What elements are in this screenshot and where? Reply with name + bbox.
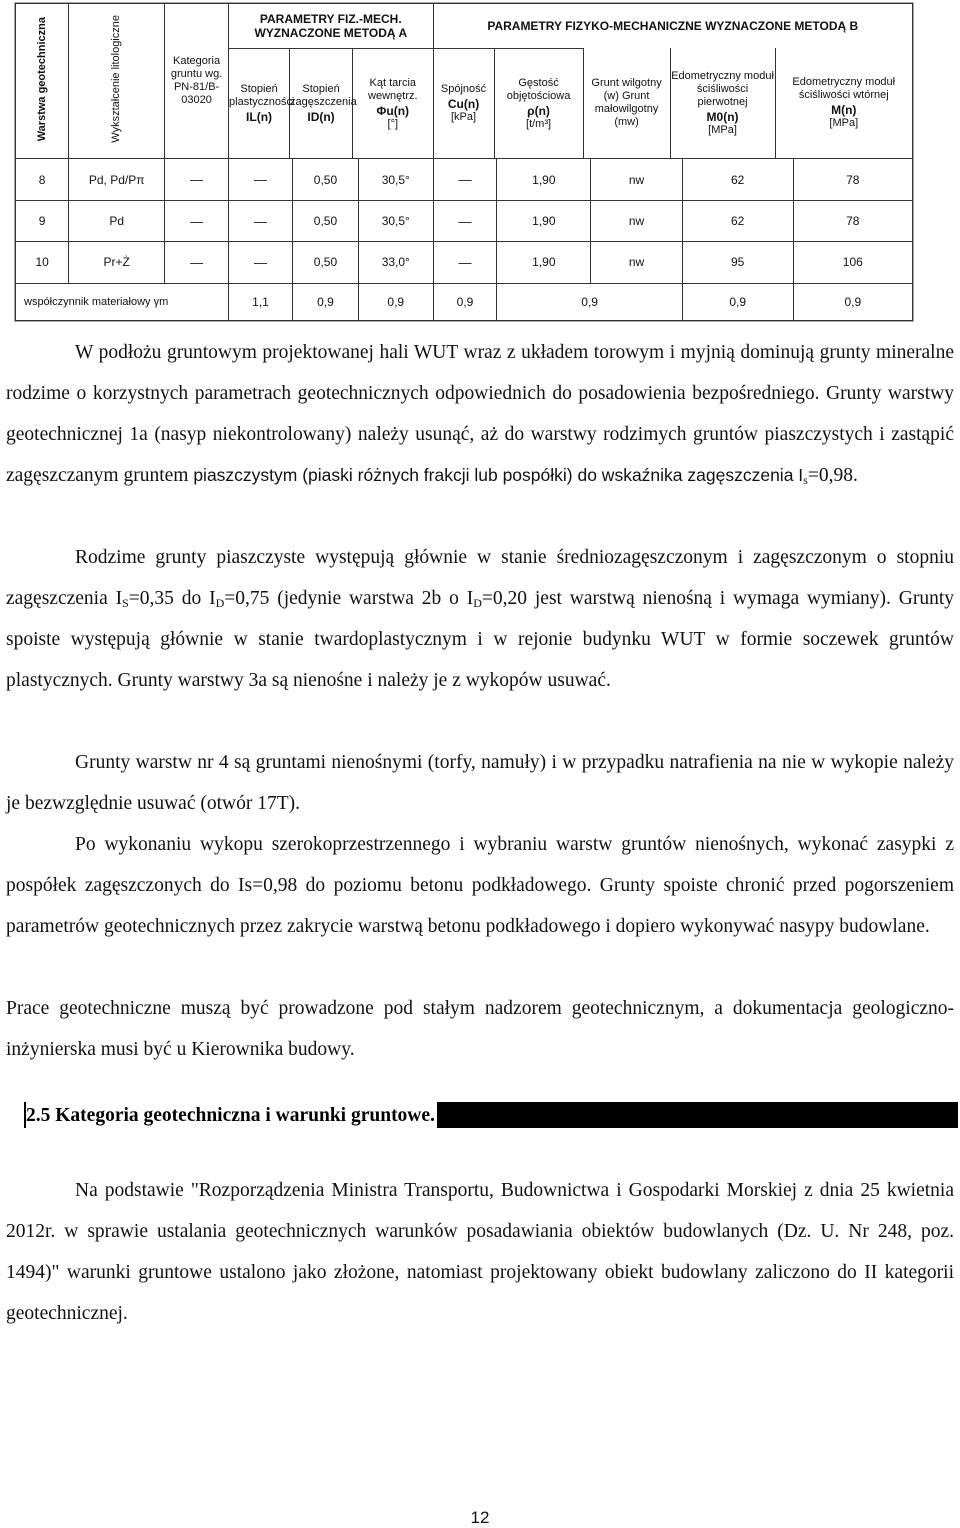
cell-w: nw [591,242,683,283]
col-cu-label: Spójność [440,83,487,96]
col-rho-unit: [t/m³] [526,117,552,130]
paragraph-1-sans-text: piaszczystym (piaski różnych frakcji lub pospółki) do wskaźnika zagęszczenia I [193,465,804,485]
paragraph-2-text-a: Rodzime grunty piaszczyste występują głównie w stanie średniozagęszczonym i zagęszczonym o stopniu zagęszczenia I [6,547,954,609]
col-cu-unit: [kPa] [451,111,477,124]
coef-value: 0,9 [358,283,433,320]
cell-category: — [165,200,229,241]
cell-il: — [229,159,293,200]
subscript-d: D [473,596,482,610]
section-heading: 2.5 Kategoria geotechniczna i warunki gruntowe. [26,1102,437,1128]
coef-value: 0,9 [497,283,682,320]
cell-w: nw [591,200,683,241]
cell-phi: 30,5° [358,159,433,200]
coef-value: 0,9 [793,283,912,320]
cell-layer: 10 [16,242,69,283]
col-m0-label: Edometryczny moduł ściśliwości pierwotnej [671,69,774,108]
cell-category: — [165,242,229,283]
paragraph-5: Prace geotechniczne muszą być prowadzone pod stałym nadzorem geotechnicznym, a dokumentacja geologiczno-inżynierska musi być u Kierownika budowy. [6,998,954,1060]
cell-phi: 33,0° [358,242,433,283]
col-layer-header: Warstwa geotechniczna [35,17,48,142]
cell-w: nw [591,159,683,200]
group-b-header: PARAMETRY FIZYKO-MECHANICZNE WYZNACZONE METODĄ B [487,19,859,33]
col-litho-header: Wykształcenie litologiczne [110,15,123,144]
col-id-label: Stopień zagęszczenia [290,83,357,109]
table-header-row [16,4,913,159]
paragraph-2-text-c: =0,75 (jedynie warstwa 2b o I [224,588,474,609]
paragraph-3: Grunty warstw nr 4 są gruntami nienośnymi (torfy, namuły) i w przypadku natrafienia na nie w wykopie należy je bezwzględnie usuwać (otwór 17T). [6,752,954,814]
cell-cu: — [433,159,497,200]
col-rho-symbol: ρ(n) [527,103,550,118]
page-number: 12 [470,1508,490,1527]
cell-m: 78 [793,200,912,241]
paragraph-6: Na podstawie "Rozporządzenia Ministra Transportu, Budownictwa i Gospodarki Morskiej z dnia 25 kwietnia 2012r. w sprawie ustalania geotechnicznych warunków posadawiania obiektów budowlanych (Dz. U. Nr 248, poz. 1494)" warunki gruntowe ustalono jako złożone, natomiast projektowany obiekt budowlany zaliczono do II kategorii geotechnicznej. [6,1180,954,1324]
paragraph-4: Po wykonaniu wykopu szerokoprzestrzennego i wybraniu warstw gruntów nienośnych, wykonać zasypki z pospółek zagęszczonych do Is=0,98 do poziomu betonu podkładowego. Grunty spoiste chronić przed pogorszeniem parametrów geotechnicznych przez zakrycie warstwą betonu podkładowego i dopiero wykonywać nasypy budowlane. [6,834,954,937]
group-a-header: PARAMETRY FIZ.-MECH. WYZNACZONE METODĄ A [229,4,433,49]
cell-rho: 1,90 [497,200,591,241]
col-phi-label: Kąt tarcia wewnętrz. [368,76,418,102]
cell-layer: 8 [16,159,69,200]
col-m-symbol: M(n) [831,103,857,118]
col-m-label: Edometryczny moduł ściśliwości wtórnej [792,76,896,102]
cell-id: 0,50 [292,159,358,200]
cell-litho: Pd [69,200,165,241]
subscript-d: D [215,596,225,610]
cell-cu: — [433,200,497,241]
cell-m0: 62 [682,200,793,241]
paragraph-1-text: W podłożu gruntowym projektowanej hali WUT wraz z układem torowym i myjnią dominują grunty mineralne rodzime o korzystnych parametrach geotechnicznych odpowiednich do posadowienia bezpośredniego. Grunty warstwy geotechnicznej 1a (nasyp niekontrolowany) należy usunąć, aż do warstwy rodzimych gruntów piaszczystych i zastąpić zagęszczanym gruntem [6,342,954,486]
cell-m0: 95 [682,242,793,283]
cell-il: — [229,242,293,283]
cell-m: 106 [793,242,912,283]
cell-m0: 62 [682,159,793,200]
col-m0-unit: [MPa] [708,123,737,136]
col-il-symbol: IL(n) [246,110,273,125]
table-row [16,200,913,241]
coefficient-row [16,283,913,320]
parameters-table [15,3,913,321]
cell-phi: 30,5° [358,200,433,241]
col-w-label: Grunt wilgotny (w) Grunt małowilgotny (mw) [591,77,662,129]
col-cu-symbol: Cu(n) [447,97,480,112]
coef-value: 0,9 [433,283,497,320]
cell-litho: Pd, Pd/Pπ [69,159,165,200]
paragraph-2-text-b: =0,35 do I [128,588,216,609]
paragraph-1-end: =0,98. [807,465,858,486]
table-row [16,242,913,283]
table-row [16,159,913,200]
paragraph-1-subscript: s [803,473,808,487]
paragraph-1 [6,332,954,496]
cell-category: — [165,159,229,200]
cell-m: 78 [793,159,912,200]
col-id-symbol: ID(n) [307,110,335,125]
coefficient-label: współczynnik materiałowy γm [16,283,229,320]
coef-value: 0,9 [682,283,793,320]
cell-id: 0,50 [292,242,358,283]
cell-cu: — [433,242,497,283]
col-m-unit: [MPa] [829,117,859,130]
cell-litho: Pr+Ż [69,242,165,283]
col-category-header: Kategoria gruntu wg. PN-81/B-03020 [170,55,223,107]
paragraph-2 [6,537,954,701]
coef-value: 1,1 [229,283,293,320]
cell-il: — [229,200,293,241]
paragraph-2-text-d: =0,20 jest warstwą nienośną i wymaga wymiany). Grunty spoiste występują głównie w stanie twardoplastycznym i w rejonie budynku WUT w formie soczewek gruntów plastycznych. Grunty warstwy 3a są nienośne i należy je z wykopów usuwać. [6,588,954,691]
col-il-label: Stopień plastyczności [229,83,295,109]
parameters-table-figure [14,2,914,322]
cell-layer: 9 [16,200,69,241]
subscript-s: S [122,596,129,610]
cell-rho: 1,90 [497,159,591,200]
col-m0-symbol: M0(n) [706,109,739,124]
cell-id: 0,50 [292,200,358,241]
col-phi-symbol: Φu(n) [376,103,410,118]
col-phi-unit: [°] [387,117,399,130]
col-rho-label: Gęstość objętościowa [506,76,571,102]
coef-value: 0,9 [292,283,358,320]
cell-rho: 1,90 [497,242,591,283]
